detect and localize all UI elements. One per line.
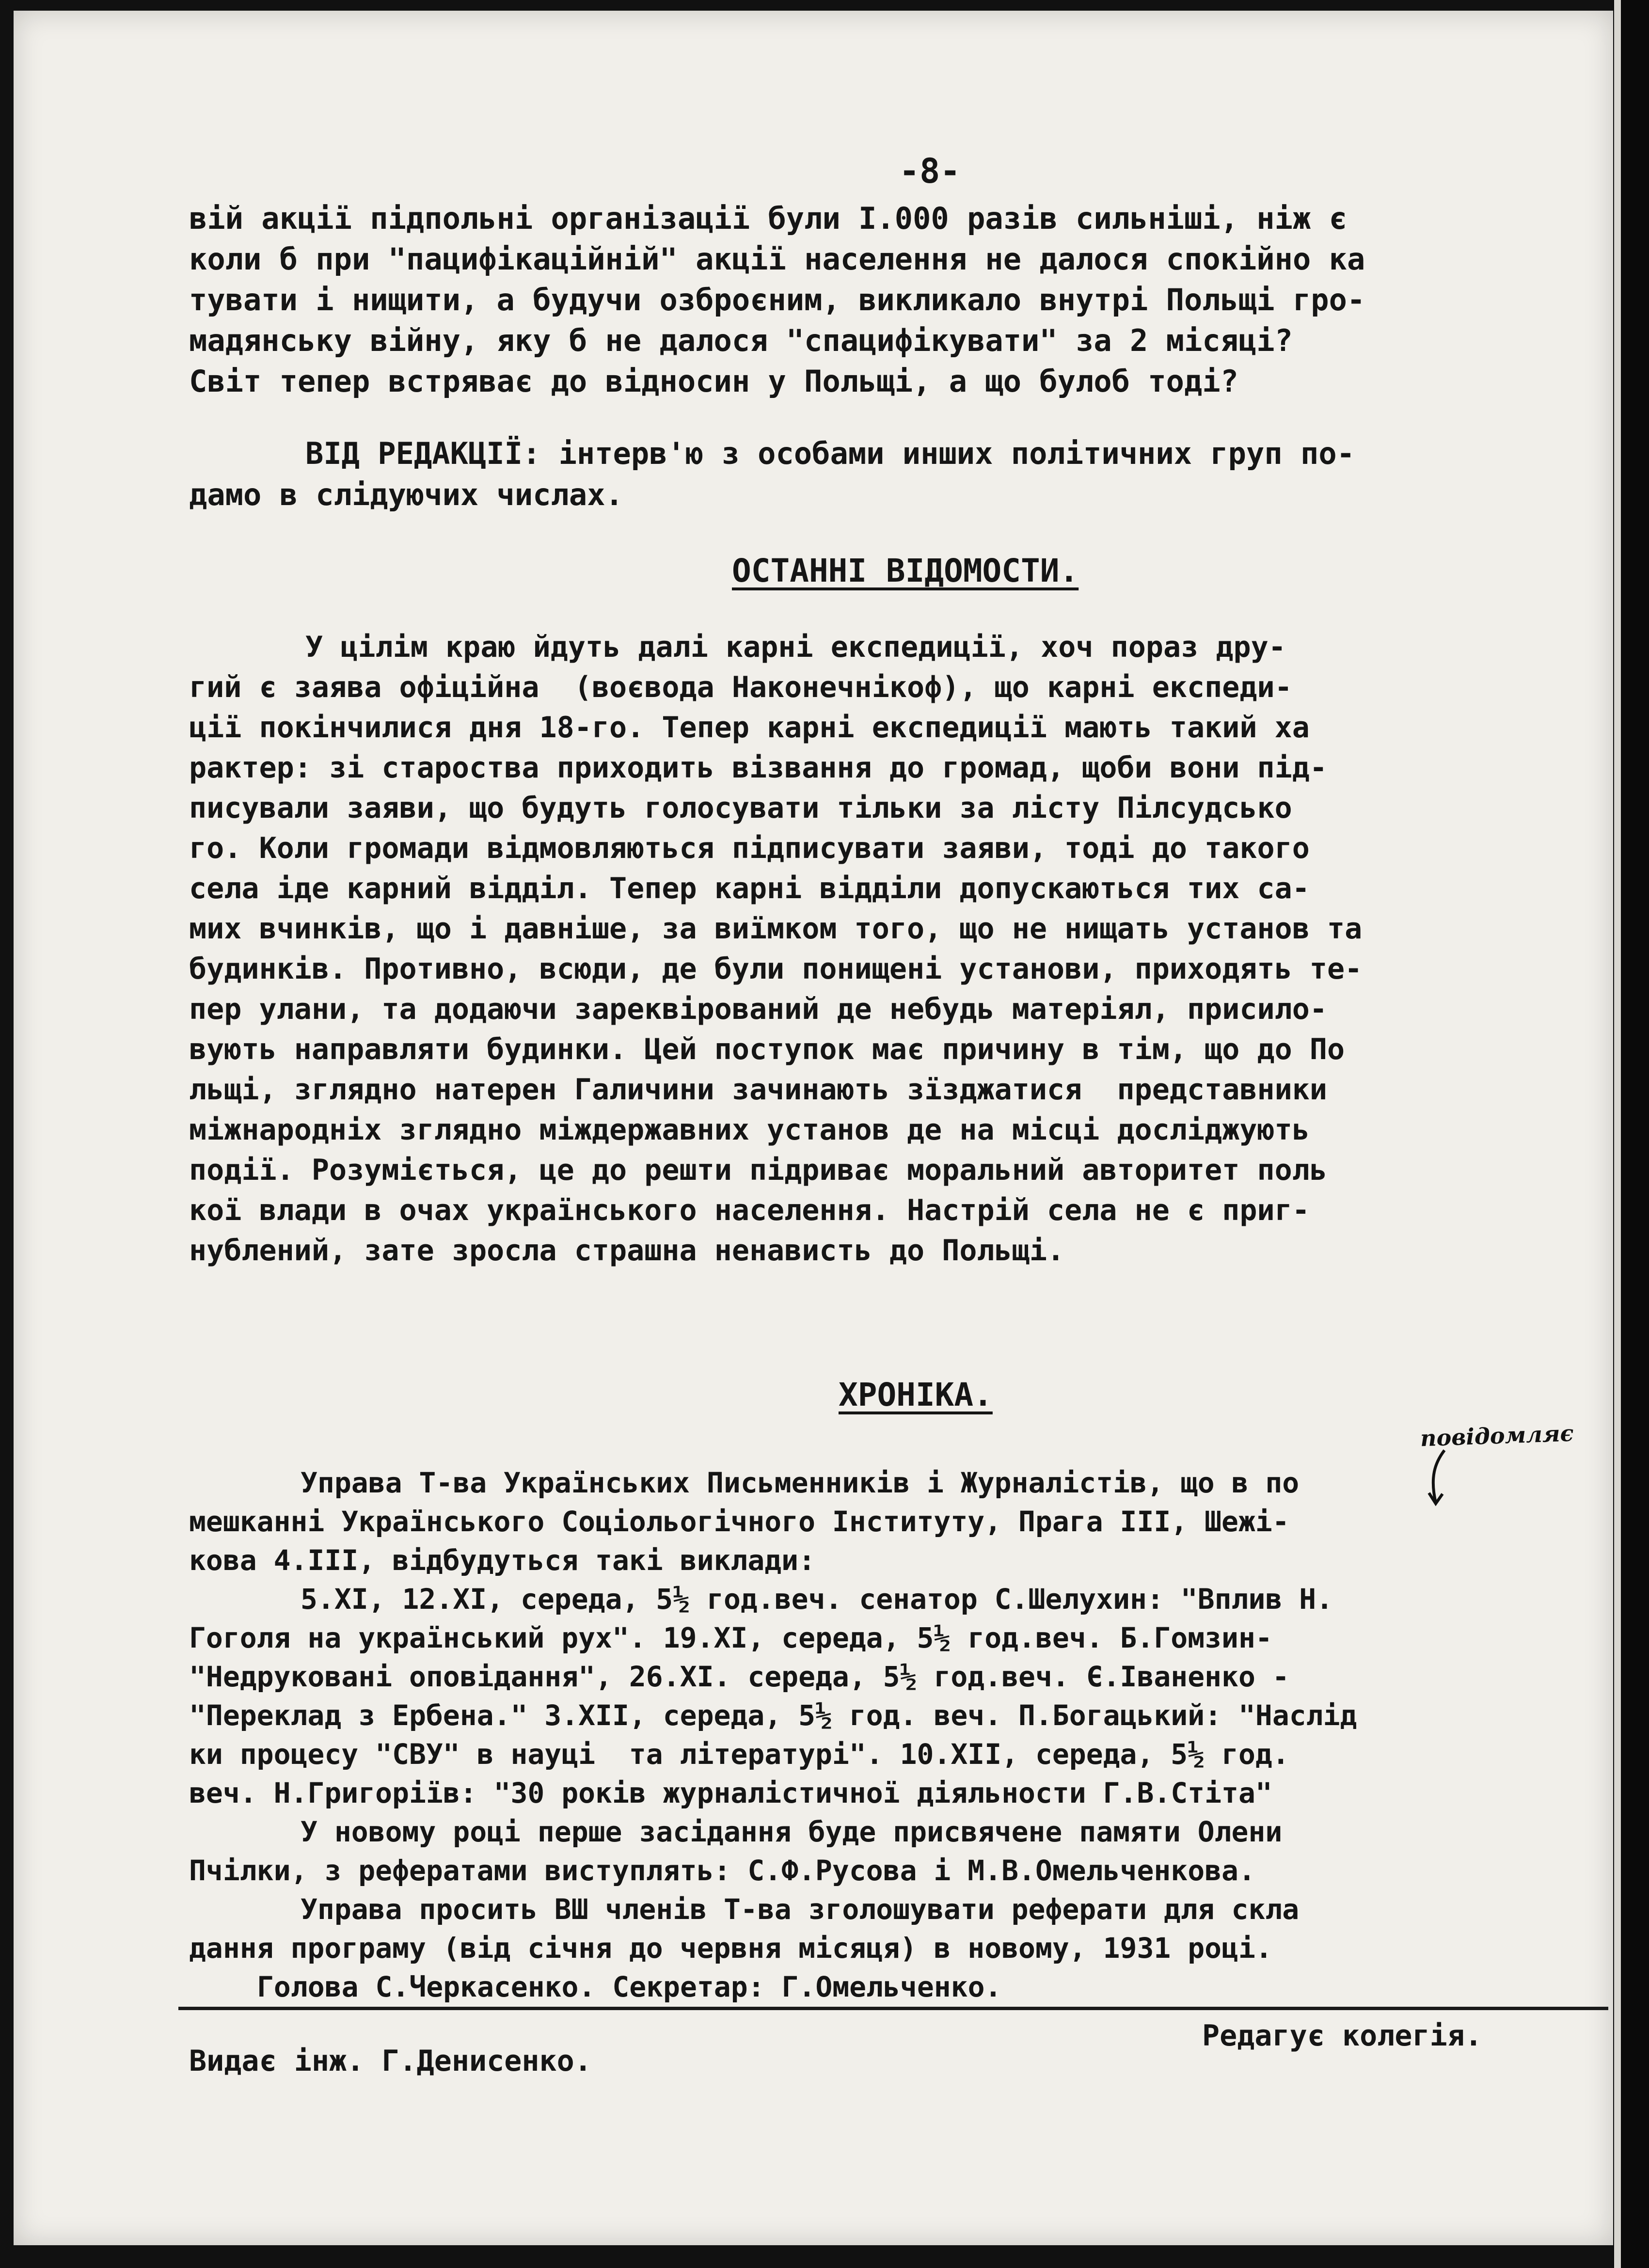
chronicle-line: Голова С.Черкасенко. Секретар: Г.Омельченко. — [257, 1970, 1002, 2003]
news-line: У цілім краю йдуть далі карні експедиції, хоч пораз дру- — [305, 630, 1286, 664]
news-line: ції покінчилися дня 18-го. Тепер карні експедиції мають такий ха — [189, 711, 1310, 745]
annotation-arrow-icon — [1425, 1448, 1452, 1507]
chronicle-line: У новому році перше засідання буде присвячене памяти Олени — [301, 1815, 1283, 1848]
chronicle-line: дання програму (від січня до червня місяця) в новому, 1931 році. — [189, 1932, 1272, 1965]
chronicle-line: Управа Т-ва Українських Письменників і Журналістів, що в по — [301, 1466, 1300, 1499]
intro-line: тувати і нищити, а будучи озброєним, викликало внутрі Польщі гро- — [189, 282, 1365, 317]
intro-line: вій акції підпольні організації були І.000 разів сильніші, ніж є — [189, 201, 1347, 236]
news-line: го. Коли громади відмовляються підписувати заяви, тоді до такого — [189, 831, 1310, 865]
chronicle-line: Пчілки, з рефератами виступлять: С.Ф.Русова і М.В.Омельченкова. — [189, 1854, 1255, 1887]
intro-line: коли б при "пацифікаційній" акції населення не далося спокійно ка — [189, 241, 1365, 277]
news-line: будинків. Противно, всюди, де були понищені установи, приходять те- — [189, 952, 1363, 986]
handwritten-annotation: повідомляє — [1420, 1420, 1574, 1452]
chronicle-line: "Недруковані оповідання", 26.ХІ. середа, 5½ год.веч. Є.Іваненко - — [189, 1660, 1289, 1693]
chronicle-line: мешканні Українського Соціольогічного Інституту, Прага ІІІ, Шежі- — [189, 1505, 1289, 1538]
news-line: писували заяви, що будуть голосувати тільки за лісту Пілсудсько — [189, 791, 1292, 825]
footer-rule — [178, 2007, 1608, 2010]
news-line: кої влади в очах українського населення. Настрій села не є приг- — [189, 1193, 1310, 1227]
footer-publisher: Видає інж. Г.Денисенко. — [189, 2044, 592, 2078]
intro-line: Світ тепер встряває до відносин у Польщі, а що булоб тоді? — [189, 364, 1238, 399]
intro-line: мадянську війну, яку б не далося "спацифікувати" за 2 місяці? — [189, 323, 1293, 358]
news-line: гий є заява офіційна (воєвода Наконечнікоф), що карні експеди- — [189, 670, 1292, 704]
editorial-note-line: дамо в слідуючих числах. — [189, 477, 623, 512]
news-line: рактер: зі староства приходить візвання до громад, щоби вони під- — [189, 751, 1327, 785]
news-line: міжнародніх зглядно міждержавних установ де на місці досліджують — [189, 1113, 1310, 1147]
chronicle-line: Управа просить ВШ членів Т-ва зголошувати реферати для скла — [301, 1893, 1300, 1926]
chronicle-line: Гоголя на український рух". 19.ХІ, середа, 5½ год.веч. Б.Гомзин- — [189, 1621, 1272, 1654]
news-line: пер улани, та додаючи зареквірований де небудь матеріял, присило- — [189, 992, 1327, 1026]
news-line: нублений, зате зросла страшна ненависть до Польщі. — [189, 1234, 1065, 1268]
chronicle-line: ки процесу "СВУ" в науці та літературі". 10.ХІІ, середа, 5½ год. — [189, 1738, 1289, 1771]
news-line: льщі, зглядно натерен Галичини зачинають зїзджатися представники — [189, 1073, 1327, 1107]
footer-editor: Редагує колегія. — [1202, 2019, 1482, 2053]
news-line: села іде карний відділ. Тепер карні відділи допускаються тих са- — [189, 872, 1310, 905]
news-line: події. Розуміється, це до решти підриває моральний авторитет поль — [189, 1153, 1327, 1187]
chronicle-line: кова 4.ІІІ, відбудуться такі виклади: — [189, 1544, 816, 1577]
chronicle-line: "Переклад з Ербена." 3.ХІІ, середа, 5½ год. веч. П.Богацький: "Наслід — [189, 1699, 1357, 1732]
chronicle-line: 5.ХІ, 12.ХІ, середа, 5½ год.веч. сенатор С.Шелухин: "Вплив Н. — [301, 1583, 1333, 1616]
section-heading-news: ОСТАННІ ВІДОМОСТИ. — [732, 552, 1079, 589]
chronicle-line: веч. Н.Григоріїв: "30 років журналістичної діяльности Г.В.Стіта" — [189, 1776, 1272, 1809]
section-heading-chronicle: ХРОНІКА. — [839, 1376, 993, 1413]
news-line: вують направляти будинки. Цей поступок має причину в тім, що до По — [189, 1032, 1345, 1066]
binding-strip — [1614, 0, 1621, 2268]
editorial-note-line: ВІД РЕДАКЦІЇ: інтерв'ю з особами инших політичних груп по- — [305, 436, 1355, 471]
news-line: мих вчинків, що і давніше, за виїмком того, що не нищать установ та — [189, 912, 1363, 946]
page-number: -8- — [899, 151, 961, 191]
